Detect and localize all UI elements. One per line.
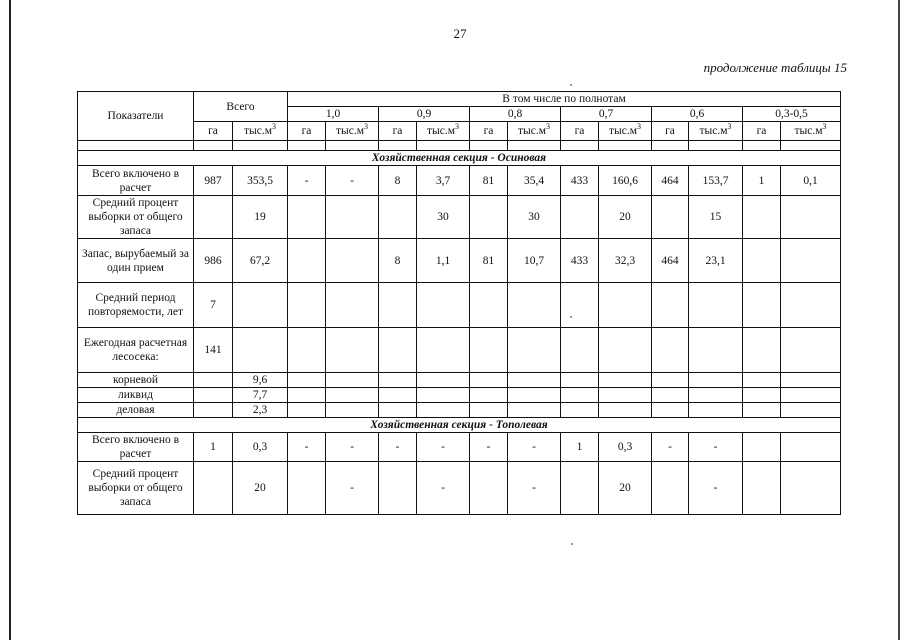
table-cell: 987 — [194, 166, 233, 196]
table-cell: - — [652, 433, 689, 462]
table-cell: - — [689, 462, 743, 515]
table-body — [78, 92, 841, 515]
table-cell: 433 — [561, 239, 599, 283]
table-cell — [561, 373, 599, 388]
table-cell — [194, 196, 233, 239]
unit-text: тыс.м — [609, 125, 638, 137]
table-cell — [233, 283, 288, 328]
table-cell: 160,6 — [599, 166, 652, 196]
table-cell: 3,7 — [417, 166, 470, 196]
header-density: 0,9 — [379, 107, 470, 122]
table-cell: 19 — [233, 196, 288, 239]
table-cell — [470, 283, 508, 328]
unit-superscript: 3 — [364, 122, 369, 132]
table-cell — [326, 403, 379, 418]
header-by-density: В том числе по полнотам — [288, 92, 841, 107]
spacer-cell — [781, 141, 841, 151]
table-cell: 8 — [379, 239, 417, 283]
table-cell — [652, 388, 689, 403]
table-cell: 81 — [470, 239, 508, 283]
row-label: Всего включено в расчет — [78, 433, 194, 462]
header-unit-ha: га — [743, 122, 781, 141]
table-cell — [417, 403, 470, 418]
scan-speck — [571, 543, 573, 545]
table-cell: 7 — [194, 283, 233, 328]
table-cell: 1,1 — [417, 239, 470, 283]
unit-text: тыс.м — [427, 125, 456, 137]
header-density: 0,3-0,5 — [743, 107, 841, 122]
table-cell — [652, 373, 689, 388]
table-cell: 67,2 — [233, 239, 288, 283]
table-cell: 8 — [379, 166, 417, 196]
table-cell — [326, 388, 379, 403]
table-cell: 32,3 — [599, 239, 652, 283]
table-cell — [194, 373, 233, 388]
table-cell — [561, 196, 599, 239]
table-cell: 0,1 — [781, 166, 841, 196]
table-cell: - — [326, 433, 379, 462]
unit-text: тыс.м — [244, 125, 273, 137]
table-cell — [417, 373, 470, 388]
table-cell — [743, 283, 781, 328]
table-row — [78, 462, 841, 515]
table-cell: - — [326, 462, 379, 515]
table-cell — [652, 196, 689, 239]
table-cell: 464 — [652, 239, 689, 283]
spacer-cell — [194, 141, 233, 151]
table-cell — [652, 328, 689, 373]
header-row — [78, 92, 841, 107]
table-cell: 9,6 — [233, 373, 288, 388]
table-cell — [470, 403, 508, 418]
table-cell: 353,5 — [233, 166, 288, 196]
table-cell — [652, 403, 689, 418]
table-cell — [326, 328, 379, 373]
spacer-cell — [233, 141, 288, 151]
table-cell — [652, 283, 689, 328]
table-cell: 30 — [508, 196, 561, 239]
unit-superscript: 3 — [455, 122, 460, 132]
table-cell — [194, 388, 233, 403]
header-unit-m3 — [417, 122, 470, 141]
header-total: Всего — [194, 92, 288, 122]
header-unit-ha: га — [288, 122, 326, 141]
header-density: 0,6 — [652, 107, 743, 122]
table-cell: - — [326, 166, 379, 196]
spacer-cell — [689, 141, 743, 151]
table-cell — [743, 373, 781, 388]
unit-superscript: 3 — [822, 122, 827, 132]
table-cell — [689, 283, 743, 328]
table-cell — [689, 388, 743, 403]
row-label: деловая — [78, 403, 194, 418]
table-cell — [781, 239, 841, 283]
table-cell — [233, 328, 288, 373]
unit-text: тыс.м — [336, 125, 365, 137]
table-cell: 35,4 — [508, 166, 561, 196]
table-row — [78, 373, 841, 388]
table-cell: - — [288, 166, 326, 196]
spacer-cell — [599, 141, 652, 151]
page-border-right — [898, 0, 900, 640]
table-cell: 1 — [743, 166, 781, 196]
spacer-cell — [78, 141, 194, 151]
header-unit-m3 — [599, 122, 652, 141]
table-cell — [599, 403, 652, 418]
table-cell: 986 — [194, 239, 233, 283]
table-cell — [326, 239, 379, 283]
row-label: Всего включено в расчет — [78, 166, 194, 196]
spacer-cell — [743, 141, 781, 151]
table-cell — [379, 403, 417, 418]
spacer-cell — [508, 141, 561, 151]
table-row — [78, 166, 841, 196]
table-cell — [743, 328, 781, 373]
table-cell — [288, 388, 326, 403]
table-cell — [743, 239, 781, 283]
table-cell — [781, 403, 841, 418]
table-cell: 433 — [561, 166, 599, 196]
row-label: Средний процент выборки от общего запаса — [78, 196, 194, 239]
spacer-row — [78, 141, 841, 151]
table-cell — [508, 388, 561, 403]
spacer-cell — [417, 141, 470, 151]
table-cell — [470, 373, 508, 388]
row-label: корневой — [78, 373, 194, 388]
table-cell — [379, 373, 417, 388]
table-cell — [781, 373, 841, 388]
scan-speck — [570, 316, 572, 318]
table-cell — [417, 328, 470, 373]
table-cell: - — [288, 433, 326, 462]
table-cell — [781, 196, 841, 239]
header-density: 1,0 — [288, 107, 379, 122]
spacer-cell — [561, 141, 599, 151]
spacer-cell — [652, 141, 689, 151]
table-cell: 23,1 — [689, 239, 743, 283]
header-unit-ha: га — [379, 122, 417, 141]
page-border-left — [9, 0, 11, 640]
table-cell — [743, 462, 781, 515]
table-cell: 20 — [233, 462, 288, 515]
table-cell: 30 — [417, 196, 470, 239]
table-cell — [689, 328, 743, 373]
table-cell — [743, 433, 781, 462]
table-cell: 0,3 — [599, 433, 652, 462]
table-cell: 464 — [652, 166, 689, 196]
table-cell — [561, 403, 599, 418]
table-cell — [689, 373, 743, 388]
table-cell — [599, 388, 652, 403]
table-caption: продолжение таблицы 15 — [703, 60, 847, 75]
table-cell: 20 — [599, 196, 652, 239]
table-cell — [561, 388, 599, 403]
table-cell: - — [417, 433, 470, 462]
row-label: Средний процент выборки от общего запаса — [78, 462, 194, 515]
section-title: Хозяйственная секция - Осиновая — [78, 151, 841, 166]
table-cell — [470, 328, 508, 373]
table-cell — [561, 328, 599, 373]
table-cell: 1 — [561, 433, 599, 462]
table-cell — [781, 433, 841, 462]
unit-text: тыс.м — [518, 125, 547, 137]
unit-superscript: 3 — [727, 122, 732, 132]
header-unit-ha: га — [194, 122, 233, 141]
table-cell — [194, 403, 233, 418]
table-cell — [508, 283, 561, 328]
unit-superscript: 3 — [637, 122, 642, 132]
table-cell: 10,7 — [508, 239, 561, 283]
table-cell — [652, 462, 689, 515]
table-cell — [288, 373, 326, 388]
row-label: Ежегодная расчетная лесосека: — [78, 328, 194, 373]
unit-text: тыс.м — [699, 125, 728, 137]
table-cell — [508, 328, 561, 373]
table-row — [78, 196, 841, 239]
table-cell — [379, 388, 417, 403]
table-row — [78, 328, 841, 373]
header-unit-m3 — [508, 122, 561, 141]
section-title: Хозяйственная секция - Тополевая — [78, 418, 841, 433]
data-table — [77, 91, 841, 515]
section-title-row — [78, 418, 841, 433]
table-row — [78, 239, 841, 283]
table-row — [78, 283, 841, 328]
table-cell — [326, 196, 379, 239]
spacer-cell — [470, 141, 508, 151]
table-cell — [743, 196, 781, 239]
table-row — [78, 403, 841, 418]
header-density: 0,7 — [561, 107, 652, 122]
spacer-cell — [288, 141, 326, 151]
header-unit-m3 — [326, 122, 379, 141]
table-cell: - — [508, 462, 561, 515]
table-cell — [743, 403, 781, 418]
table-row — [78, 388, 841, 403]
table-cell — [417, 283, 470, 328]
unit-superscript: 3 — [272, 122, 277, 132]
table-cell — [781, 388, 841, 403]
scan-speck — [570, 84, 572, 86]
table-cell — [599, 283, 652, 328]
table-cell: 153,7 — [689, 166, 743, 196]
table-cell — [561, 462, 599, 515]
table-cell — [470, 196, 508, 239]
table-cell — [379, 283, 417, 328]
table-cell: 2,3 — [233, 403, 288, 418]
section-title-row — [78, 151, 841, 166]
table-cell: 7,7 — [233, 388, 288, 403]
unit-text: тыс.м — [794, 125, 823, 137]
table-cell: - — [470, 433, 508, 462]
table-cell: 81 — [470, 166, 508, 196]
table-row — [78, 433, 841, 462]
table-cell — [470, 388, 508, 403]
table-cell: - — [508, 433, 561, 462]
table-cell: - — [689, 433, 743, 462]
row-label: Запас, вырубаемый за один прием — [78, 239, 194, 283]
spacer-cell — [326, 141, 379, 151]
table-cell: 1 — [194, 433, 233, 462]
table-cell — [689, 403, 743, 418]
table-cell — [508, 403, 561, 418]
table-cell: - — [379, 433, 417, 462]
spacer-cell — [379, 141, 417, 151]
table-cell: 141 — [194, 328, 233, 373]
table-cell — [379, 328, 417, 373]
header-unit-m3 — [689, 122, 743, 141]
table-cell — [194, 462, 233, 515]
table-cell — [288, 239, 326, 283]
table-cell — [326, 373, 379, 388]
table-cell: 15 — [689, 196, 743, 239]
table-cell — [599, 373, 652, 388]
table-cell — [288, 196, 326, 239]
table-cell — [561, 283, 599, 328]
table-cell — [288, 283, 326, 328]
table-cell: - — [417, 462, 470, 515]
header-indicators: Показатели — [78, 92, 194, 141]
table-cell — [781, 283, 841, 328]
header-unit-ha: га — [652, 122, 689, 141]
row-label: ликвид — [78, 388, 194, 403]
header-density: 0,8 — [470, 107, 561, 122]
table-cell — [470, 462, 508, 515]
table-cell — [288, 328, 326, 373]
table-cell — [379, 196, 417, 239]
header-unit-ha: га — [561, 122, 599, 141]
table-cell — [743, 388, 781, 403]
table-cell — [599, 328, 652, 373]
table-cell — [508, 373, 561, 388]
table-cell — [326, 283, 379, 328]
table-cell — [781, 462, 841, 515]
table-cell — [379, 462, 417, 515]
table-cell: 20 — [599, 462, 652, 515]
row-label: Средний период повторяемости, лет — [78, 283, 194, 328]
table-cell — [288, 462, 326, 515]
header-unit-ha: га — [470, 122, 508, 141]
table-cell — [288, 403, 326, 418]
table-cell: 0,3 — [233, 433, 288, 462]
unit-superscript: 3 — [546, 122, 551, 132]
table-cell — [417, 388, 470, 403]
header-unit-m3 — [781, 122, 841, 141]
table-cell — [781, 328, 841, 373]
page-number: 27 — [453, 26, 467, 41]
header-unit-m3 — [233, 122, 288, 141]
